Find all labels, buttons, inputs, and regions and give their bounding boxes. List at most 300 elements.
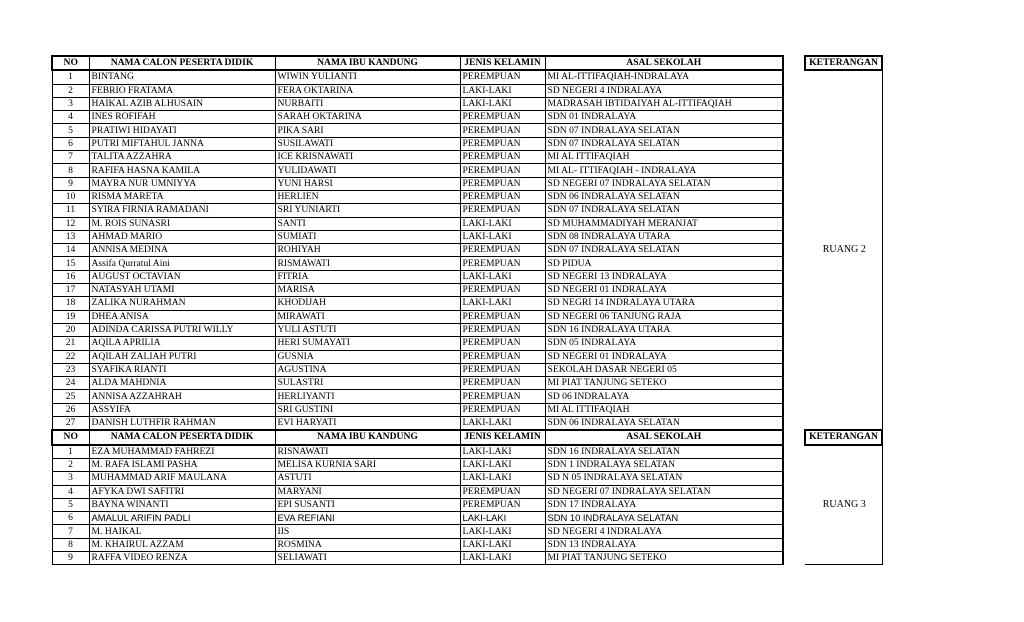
keterangan-cell bbox=[805, 350, 882, 363]
name-header: NAMA CALON PESERTA DIDIK bbox=[89, 430, 275, 444]
spacer-cell bbox=[783, 164, 805, 177]
spacer-cell bbox=[783, 217, 805, 230]
mother-name: WIWIN YULIANTI bbox=[275, 70, 460, 84]
gender: PEREMPUAN bbox=[460, 70, 545, 84]
row-number: 1 bbox=[52, 445, 89, 459]
table-row bbox=[52, 551, 882, 564]
row-number: 17 bbox=[52, 284, 89, 297]
origin-school: SDN 06 INDRALAYA SELATAN bbox=[545, 190, 783, 203]
mother-name: SRI GUSTINI bbox=[275, 403, 460, 416]
row-number: 5 bbox=[52, 498, 89, 511]
table-row bbox=[52, 97, 882, 110]
origin-school: MADRASAH IBTIDAIYAH AL-ITTIFAQIAH bbox=[545, 97, 783, 110]
mother-name: NURBAITI bbox=[275, 97, 460, 110]
mother-name: ICE KRISNAWATI bbox=[275, 151, 460, 164]
table-row bbox=[52, 337, 882, 350]
student-name: ANNISA MEDINA bbox=[89, 244, 275, 257]
row-number: 9 bbox=[52, 551, 89, 564]
row-number: 26 bbox=[52, 403, 89, 416]
no-header: NO bbox=[52, 56, 89, 70]
spacer-cell bbox=[783, 485, 805, 498]
spacer-cell bbox=[783, 458, 805, 471]
keterangan-cell bbox=[805, 390, 882, 403]
no-header: NO bbox=[52, 430, 89, 444]
table-row bbox=[52, 458, 882, 471]
student-name: NATASYAH UTAMI bbox=[89, 284, 275, 297]
spacer-cell bbox=[783, 525, 805, 538]
origin-school: SD NEGERI 01 INDRALAYA bbox=[545, 350, 783, 363]
origin-school: MI PIAT TANJUNG SETEKO bbox=[545, 551, 783, 564]
keterangan-cell bbox=[805, 177, 882, 190]
student-name: RISMA MARETA bbox=[89, 190, 275, 203]
row-number: 2 bbox=[52, 84, 89, 97]
spacer-cell bbox=[783, 97, 805, 110]
keterangan-cell bbox=[805, 84, 882, 97]
keterangan-cell bbox=[805, 538, 882, 551]
row-number: 5 bbox=[52, 124, 89, 137]
table-row bbox=[52, 323, 882, 336]
gender: LAKI-LAKI bbox=[460, 525, 545, 538]
student-name: BAYNA WINANTI bbox=[89, 498, 275, 511]
student-name: AHMAD MARIO bbox=[89, 230, 275, 243]
origin-school: SDN 05 INDRALAYA bbox=[545, 337, 783, 350]
gender: PEREMPUAN bbox=[460, 310, 545, 323]
row-number: 22 bbox=[52, 350, 89, 363]
spacer-cell bbox=[783, 270, 805, 283]
gender: PEREMPUAN bbox=[460, 403, 545, 416]
gender: PEREMPUAN bbox=[460, 257, 545, 270]
gender: PEREMPUAN bbox=[460, 124, 545, 137]
origin-school: SDN 07 INDRALAYA SELATAN bbox=[545, 244, 783, 257]
mother-name: MELISA KURNIA SARI bbox=[275, 458, 460, 471]
row-number: 18 bbox=[52, 297, 89, 310]
mother-name: EPI SUSANTI bbox=[275, 498, 460, 511]
spreadsheet bbox=[51, 55, 883, 565]
gender: LAKI-LAKI bbox=[460, 97, 545, 110]
keterangan-cell bbox=[805, 284, 882, 297]
mother-name: SULASTRI bbox=[275, 377, 460, 390]
keterangan-cell bbox=[805, 377, 882, 390]
origin-school: SDN 1 INDRALAYA SELATAN bbox=[545, 458, 783, 471]
origin-school: MI AL- ITTIFAQIAH - INDRALAYA bbox=[545, 164, 783, 177]
row-number: 13 bbox=[52, 230, 89, 243]
spacer-cell bbox=[783, 323, 805, 336]
gender: PEREMPUAN bbox=[460, 151, 545, 164]
keterangan-cell bbox=[805, 458, 882, 471]
keterangan-cell: RUANG 3 bbox=[805, 498, 882, 511]
row-number: 21 bbox=[52, 337, 89, 350]
spacer-cell bbox=[783, 56, 805, 70]
student-name: TALITA AZZAHRA bbox=[89, 151, 275, 164]
spacer-cell bbox=[783, 284, 805, 297]
spacer-cell bbox=[783, 84, 805, 97]
spacer-cell bbox=[783, 137, 805, 150]
student-name: M. ROIS SUNASRI bbox=[89, 217, 275, 230]
table-row bbox=[52, 137, 882, 150]
origin-school: SDN 16 INDRALAYA SELATAN bbox=[545, 445, 783, 459]
origin-school: SDN 07 INDRALAYA SELATAN bbox=[545, 204, 783, 217]
gender: LAKI-LAKI bbox=[460, 417, 545, 431]
row-number: 15 bbox=[52, 257, 89, 270]
table-row bbox=[52, 111, 882, 124]
keterangan-cell bbox=[805, 70, 882, 84]
gender: PEREMPUAN bbox=[460, 164, 545, 177]
origin-school: MI AL-ITTIFAQIAH-INDRALAYA bbox=[545, 70, 783, 84]
spacer-cell bbox=[783, 111, 805, 124]
spacer-cell bbox=[783, 377, 805, 390]
mother-name: FITRIA bbox=[275, 270, 460, 283]
origin-school: SD MUHAMMADIYAH MERANJAT bbox=[545, 217, 783, 230]
table-row bbox=[52, 70, 882, 84]
row-number: 3 bbox=[52, 97, 89, 110]
school-header: ASAL SEKOLAH bbox=[545, 56, 783, 70]
mother-name: SANTI bbox=[275, 217, 460, 230]
student-name: AUGUST OCTAVIAN bbox=[89, 270, 275, 283]
table-row bbox=[52, 257, 882, 270]
mother-name: SUMIATI bbox=[275, 230, 460, 243]
keterangan-cell bbox=[805, 297, 882, 310]
student-name: RAFIFA HASNA KAMILA bbox=[89, 164, 275, 177]
student-name: PRATIWI HIDAYATI bbox=[89, 124, 275, 137]
origin-school: SD NEGRI 14 INDRALAYA UTARA bbox=[545, 297, 783, 310]
row-number: 25 bbox=[52, 390, 89, 403]
gender: PEREMPUAN bbox=[460, 204, 545, 217]
school-header: ASAL SEKOLAH bbox=[545, 430, 783, 444]
gender: PEREMPUAN bbox=[460, 485, 545, 498]
keterangan-header: KETERANGAN bbox=[805, 56, 882, 70]
mother-name: EVA REFIANI bbox=[275, 512, 460, 525]
table-row bbox=[52, 230, 882, 243]
keterangan-cell bbox=[805, 111, 882, 124]
table-row bbox=[52, 217, 882, 230]
spacer-cell bbox=[783, 445, 805, 459]
spacer-cell bbox=[783, 177, 805, 190]
origin-school: MI PIAT TANJUNG SETEKO bbox=[545, 377, 783, 390]
mother-name: ROSMINA bbox=[275, 538, 460, 551]
table-row bbox=[52, 151, 882, 164]
keterangan-cell bbox=[805, 137, 882, 150]
origin-school: SD 06 INDRALAYA bbox=[545, 390, 783, 403]
table-row bbox=[52, 177, 882, 190]
mother-name: YUNI HARSI bbox=[275, 177, 460, 190]
student-name: ZALIKA NURAHMAN bbox=[89, 297, 275, 310]
table-row bbox=[52, 417, 882, 431]
row-number: 6 bbox=[52, 512, 89, 525]
mother-name-header: NAMA IBU KANDUNG bbox=[275, 56, 460, 70]
gender: PEREMPUAN bbox=[460, 190, 545, 203]
row-number: 3 bbox=[52, 472, 89, 485]
gender-header: JENIS KELAMIN bbox=[460, 430, 545, 444]
student-table bbox=[51, 55, 883, 565]
gender: LAKI-LAKI bbox=[460, 270, 545, 283]
student-name: ANNISA AZZAHRAH bbox=[89, 390, 275, 403]
student-name: RAFFA VIDEO RENZA bbox=[89, 551, 275, 564]
keterangan-cell bbox=[805, 323, 882, 336]
table-row bbox=[52, 403, 882, 416]
student-name: M. KHAIRUL AZZAM bbox=[89, 538, 275, 551]
origin-school: SDN 07 INDRALAYA SELATAN bbox=[545, 137, 783, 150]
origin-school: SEKOLAH DASAR NEGERI 05 bbox=[545, 363, 783, 376]
keterangan-cell bbox=[805, 337, 882, 350]
table-row bbox=[52, 270, 882, 283]
keterangan-cell bbox=[805, 151, 882, 164]
mother-name: PIKA SARI bbox=[275, 124, 460, 137]
mother-name: SARAH OKTARINA bbox=[275, 111, 460, 124]
keterangan-header: KETERANGAN bbox=[805, 430, 882, 444]
student-name: MAYRA NUR UMNIYYA bbox=[89, 177, 275, 190]
keterangan-cell bbox=[805, 512, 882, 525]
mother-name: SUSILAWATI bbox=[275, 137, 460, 150]
origin-school: SDN 17 INDRALAYA bbox=[545, 498, 783, 511]
gender: PEREMPUAN bbox=[460, 177, 545, 190]
mother-name: ROHIYAH bbox=[275, 244, 460, 257]
row-number: 14 bbox=[52, 244, 89, 257]
name-header: NAMA CALON PESERTA DIDIK bbox=[89, 56, 275, 70]
origin-school: SD NEGERI 07 INDRALAYA SELATAN bbox=[545, 485, 783, 498]
origin-school: SDN 16 INDRALAYA UTARA bbox=[545, 323, 783, 336]
row-number: 2 bbox=[52, 458, 89, 471]
table-row bbox=[52, 204, 882, 217]
keterangan-cell bbox=[805, 363, 882, 376]
student-name: AFYKA DWI SAFITRI bbox=[89, 485, 275, 498]
spacer-cell bbox=[783, 124, 805, 137]
origin-school: SDN 10 INDRALAYA SELATAN bbox=[545, 512, 783, 525]
origin-school: SDN 07 INDRALAYA SELATAN bbox=[545, 124, 783, 137]
row-number: 4 bbox=[52, 485, 89, 498]
origin-school: SD NEGERI 07 INDRALAYA SELATAN bbox=[545, 177, 783, 190]
gender: LAKI-LAKI bbox=[460, 217, 545, 230]
table-row bbox=[52, 538, 882, 551]
table-row bbox=[52, 445, 882, 459]
keterangan-cell bbox=[805, 164, 882, 177]
gender: PEREMPUAN bbox=[460, 323, 545, 336]
mother-name: FERA OKTARINA bbox=[275, 84, 460, 97]
gender: LAKI-LAKI bbox=[460, 84, 545, 97]
student-name: MUHAMMAD ARIF MAULANA bbox=[89, 472, 275, 485]
mother-name: EVI HARYATI bbox=[275, 417, 460, 431]
keterangan-cell bbox=[805, 417, 882, 431]
mother-name: HERI SUMAYATI bbox=[275, 337, 460, 350]
spacer-cell bbox=[783, 472, 805, 485]
table-row bbox=[52, 512, 882, 525]
row-number: 4 bbox=[52, 111, 89, 124]
spacer-cell bbox=[783, 390, 805, 403]
table-row bbox=[52, 244, 882, 257]
student-name: PUTRI MIFTAHUL JANNA bbox=[89, 137, 275, 150]
table-row bbox=[52, 164, 882, 177]
keterangan-cell bbox=[805, 403, 882, 416]
table-row bbox=[52, 390, 882, 403]
spacer-cell bbox=[783, 244, 805, 257]
spacer-cell bbox=[783, 204, 805, 217]
row-number: 8 bbox=[52, 538, 89, 551]
mother-name: GUSNIA bbox=[275, 350, 460, 363]
gender: LAKI-LAKI bbox=[460, 512, 545, 525]
origin-school: SD N 05 INDRALAYA SELATAN bbox=[545, 472, 783, 485]
spacer-cell bbox=[783, 538, 805, 551]
origin-school: SD NEGERI 4 INDRALAYA bbox=[545, 525, 783, 538]
keterangan-cell: RUANG 2 bbox=[805, 244, 882, 257]
origin-school: SD PIDUA bbox=[545, 257, 783, 270]
student-name: FEBRIO FRATAMA bbox=[89, 84, 275, 97]
mother-name: AGUSTINA bbox=[275, 363, 460, 376]
row-number: 6 bbox=[52, 137, 89, 150]
keterangan-cell bbox=[805, 310, 882, 323]
row-number: 7 bbox=[52, 151, 89, 164]
student-name: ASSYIFA bbox=[89, 403, 275, 416]
mother-name: RISNAWATI bbox=[275, 445, 460, 459]
origin-school: SD NEGERI 01 INDRALAYA bbox=[545, 284, 783, 297]
student-name: Assifa Qurratul Aini bbox=[89, 257, 275, 270]
keterangan-cell bbox=[805, 551, 882, 564]
spacer-cell bbox=[783, 417, 805, 431]
student-name: HAIKAL AZIB ALHUSAIN bbox=[89, 97, 275, 110]
student-name: AMALUL ARIFIN PADLI bbox=[89, 512, 275, 525]
row-number: 12 bbox=[52, 217, 89, 230]
gender: PEREMPUAN bbox=[460, 137, 545, 150]
mother-name: HERLIEN bbox=[275, 190, 460, 203]
gender: PEREMPUAN bbox=[460, 244, 545, 257]
table-row bbox=[52, 525, 882, 538]
origin-school: SDN 06 INDRALAYA SELATAN bbox=[545, 417, 783, 431]
student-name: ADINDA CARISSA PUTRI WILLY bbox=[89, 323, 275, 336]
table-row bbox=[52, 84, 882, 97]
origin-school: SDN 13 INDRALAYA bbox=[545, 538, 783, 551]
table-header-row bbox=[52, 430, 882, 444]
row-number: 20 bbox=[52, 323, 89, 336]
gender: PEREMPUAN bbox=[460, 377, 545, 390]
origin-school: MI AL ITTIFAQIAH bbox=[545, 403, 783, 416]
mother-name: MARYANI bbox=[275, 485, 460, 498]
gender: PEREMPUAN bbox=[460, 284, 545, 297]
gender: PEREMPUAN bbox=[460, 337, 545, 350]
mother-name: IIS bbox=[275, 525, 460, 538]
row-number: 8 bbox=[52, 164, 89, 177]
table-row bbox=[52, 472, 882, 485]
spacer-cell bbox=[783, 151, 805, 164]
spacer-cell bbox=[783, 337, 805, 350]
table-row bbox=[52, 350, 882, 363]
row-number: 11 bbox=[52, 204, 89, 217]
student-name: AQILAH ZALIAH PUTRI bbox=[89, 350, 275, 363]
table-row bbox=[52, 485, 882, 498]
table-row bbox=[52, 190, 882, 203]
student-name: INES ROFIFAH bbox=[89, 111, 275, 124]
mother-name: HERLIYANTI bbox=[275, 390, 460, 403]
gender: LAKI-LAKI bbox=[460, 297, 545, 310]
keterangan-cell bbox=[805, 97, 882, 110]
student-name: AQILA APRILIA bbox=[89, 337, 275, 350]
row-number: 23 bbox=[52, 363, 89, 376]
spacer-cell bbox=[783, 403, 805, 416]
row-number: 16 bbox=[52, 270, 89, 283]
origin-school: SD NEGERI 4 INDRALAYA bbox=[545, 84, 783, 97]
row-number: 27 bbox=[52, 417, 89, 431]
table-row bbox=[52, 297, 882, 310]
gender: PEREMPUAN bbox=[460, 390, 545, 403]
gender: PEREMPUAN bbox=[460, 498, 545, 511]
student-name: EZA MUHAMMAD FAHREZI bbox=[89, 445, 275, 459]
gender: PEREMPUAN bbox=[460, 111, 545, 124]
origin-school: MI AL ITTIFAQIAH bbox=[545, 151, 783, 164]
spacer-cell bbox=[783, 70, 805, 84]
row-number: 9 bbox=[52, 177, 89, 190]
origin-school: SDN 01 INDRALAYA bbox=[545, 111, 783, 124]
gender: LAKI-LAKI bbox=[460, 230, 545, 243]
student-name: M. RAFA ISLAMI PASHA bbox=[89, 458, 275, 471]
table-row bbox=[52, 310, 882, 323]
keterangan-cell bbox=[805, 124, 882, 137]
origin-school: SDN 08 INDRALAYA UTARA bbox=[545, 230, 783, 243]
spacer-cell bbox=[783, 190, 805, 203]
mother-name: MIRAWATI bbox=[275, 310, 460, 323]
spacer-cell bbox=[783, 310, 805, 323]
mother-name-header: NAMA IBU KANDUNG bbox=[275, 430, 460, 444]
spacer-cell bbox=[783, 430, 805, 444]
keterangan-cell bbox=[805, 270, 882, 283]
gender: PEREMPUAN bbox=[460, 350, 545, 363]
spacer-cell bbox=[783, 297, 805, 310]
table-row bbox=[52, 284, 882, 297]
row-number: 19 bbox=[52, 310, 89, 323]
keterangan-cell bbox=[805, 217, 882, 230]
mother-name: KHODIJAH bbox=[275, 297, 460, 310]
gender: LAKI-LAKI bbox=[460, 458, 545, 471]
spacer-cell bbox=[783, 230, 805, 243]
table-row bbox=[52, 498, 882, 511]
spacer-cell bbox=[783, 512, 805, 525]
row-number: 24 bbox=[52, 377, 89, 390]
student-name: SYAFIKA RIANTI bbox=[89, 363, 275, 376]
mother-name: YULIDAWATI bbox=[275, 164, 460, 177]
keterangan-cell bbox=[805, 257, 882, 270]
mother-name: RISMAWATI bbox=[275, 257, 460, 270]
keterangan-cell bbox=[805, 525, 882, 538]
gender: LAKI-LAKI bbox=[460, 538, 545, 551]
table-row bbox=[52, 377, 882, 390]
origin-school: SD NEGERI 06 TANJUNG RAJA bbox=[545, 310, 783, 323]
gender: LAKI-LAKI bbox=[460, 445, 545, 459]
keterangan-cell bbox=[805, 230, 882, 243]
origin-school: SD NEGERI 13 INDRALAYA bbox=[545, 270, 783, 283]
mother-name: MARISA bbox=[275, 284, 460, 297]
mother-name: SRI YUNIARTI bbox=[275, 204, 460, 217]
gender: LAKI-LAKI bbox=[460, 551, 545, 564]
table-row bbox=[52, 363, 882, 376]
student-name: DHEA ANISA bbox=[89, 310, 275, 323]
spacer-cell bbox=[783, 498, 805, 511]
keterangan-cell bbox=[805, 190, 882, 203]
student-name: ALDA MAHDNIA bbox=[89, 377, 275, 390]
row-number: 10 bbox=[52, 190, 89, 203]
mother-name: SELIAWATI bbox=[275, 551, 460, 564]
keterangan-cell bbox=[805, 445, 882, 459]
student-name: BINTANG bbox=[89, 70, 275, 84]
mother-name: YULI ASTUTI bbox=[275, 323, 460, 336]
spacer-cell bbox=[783, 363, 805, 376]
spacer-cell bbox=[783, 257, 805, 270]
keterangan-cell bbox=[805, 472, 882, 485]
keterangan-cell bbox=[805, 204, 882, 217]
table-row bbox=[52, 124, 882, 137]
gender: LAKI-LAKI bbox=[460, 472, 545, 485]
student-name: M. HAIKAL bbox=[89, 525, 275, 538]
gender: PEREMPUAN bbox=[460, 363, 545, 376]
spacer-cell bbox=[783, 350, 805, 363]
student-name: SYIRA FIRNIA RAMADANI bbox=[89, 204, 275, 217]
gender-header: JENIS KELAMIN bbox=[460, 56, 545, 70]
keterangan-cell bbox=[805, 485, 882, 498]
